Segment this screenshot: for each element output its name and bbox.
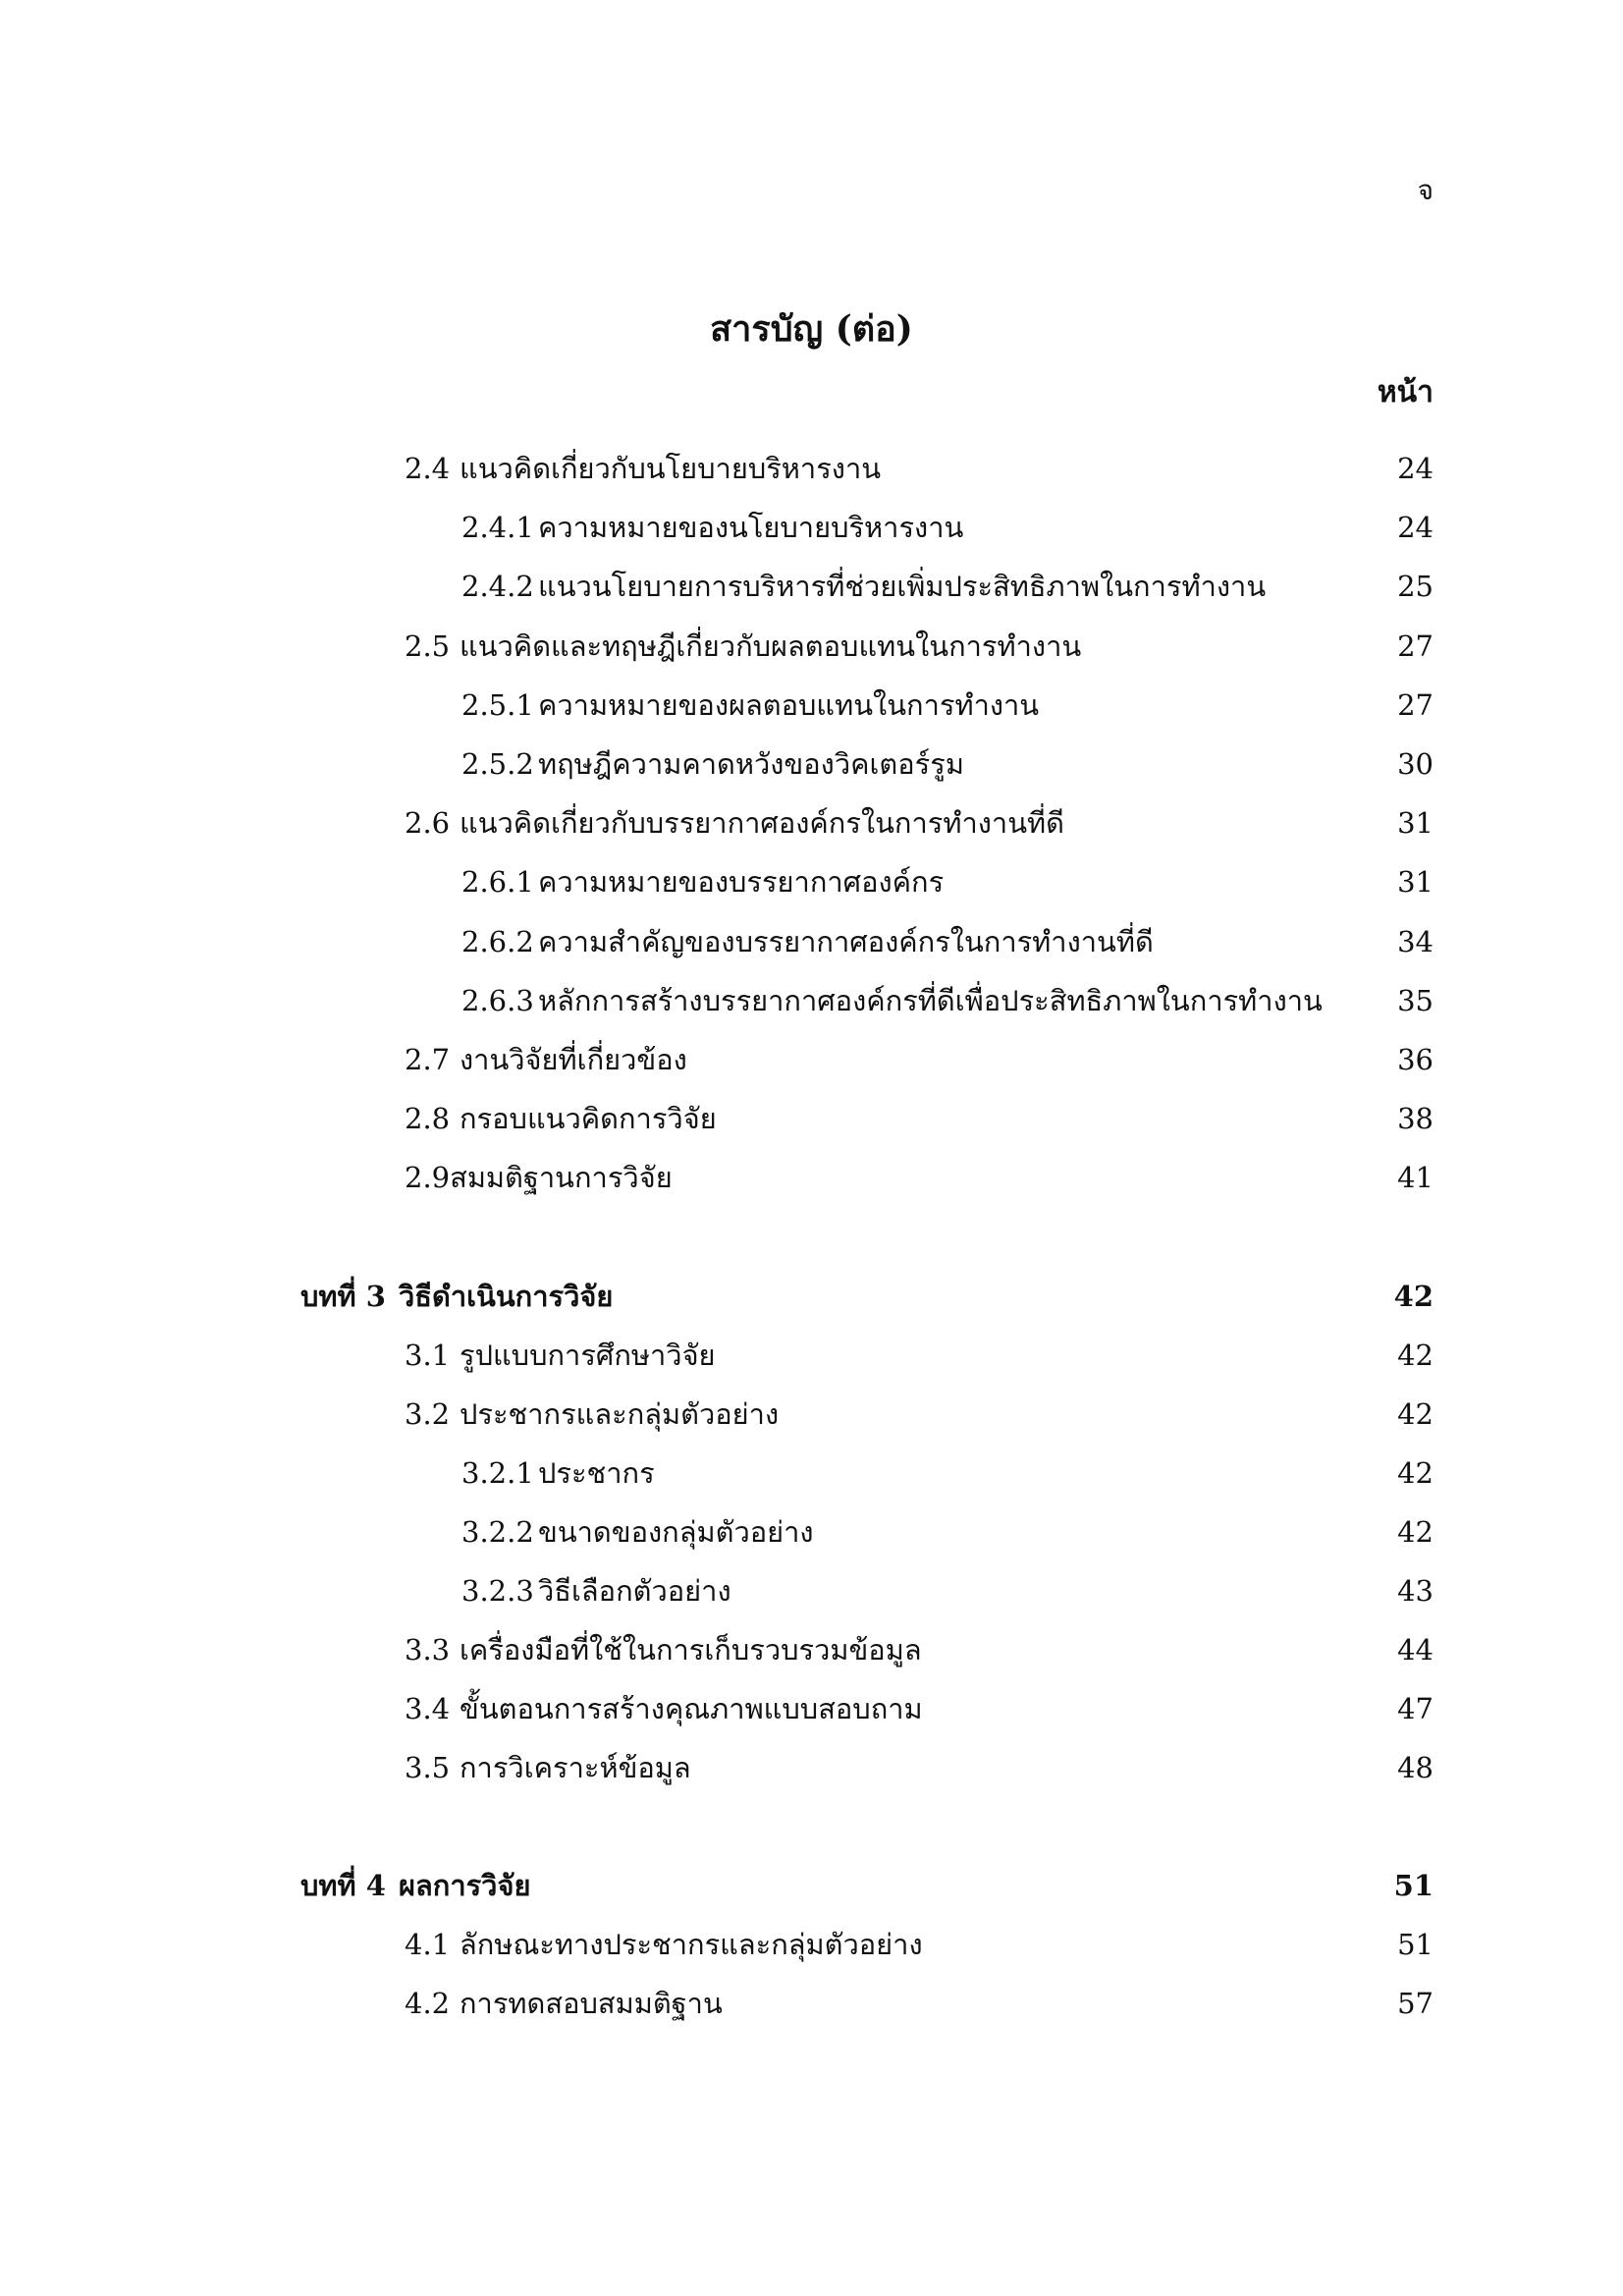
- toc-entry-number: 3.2.3: [461, 1574, 534, 1608]
- toc-entry-title: ความหมายของผลตอบแทนในการทำงาน: [538, 688, 1040, 722]
- toc-chapter-row: [300, 1275, 1434, 1318]
- page-number: จ: [1417, 174, 1434, 206]
- toc-entry-number: 3.2.2: [461, 1515, 534, 1549]
- toc-entry-page: 34: [1397, 925, 1434, 958]
- toc-entry-row: [461, 920, 1434, 963]
- toc-entry-title: แนวนโยบายการบริหารที่ช่วยเพิ่มประสิทธิภาพในการทำงาน: [538, 570, 1267, 603]
- toc-entry-row: [461, 979, 1434, 1022]
- toc-entry-row: [405, 1393, 1434, 1436]
- toc-entry-row: [461, 506, 1434, 549]
- toc-entry-number: 4.1: [405, 1928, 451, 1961]
- toc-entry-page: 47: [1397, 1692, 1434, 1725]
- toc-entry-page: 30: [1397, 747, 1434, 781]
- page-column-label: หน้า: [1377, 375, 1434, 410]
- toc-entry-title: กรอบแนวคิดการวิจัย: [460, 1102, 717, 1135]
- toc-entry-number: บทที่ 4: [300, 1869, 386, 1902]
- toc-entry-row: [461, 1451, 1434, 1495]
- toc-entry-row: [405, 801, 1434, 845]
- toc-entry-row: [405, 625, 1434, 668]
- toc-entry-page: 44: [1397, 1633, 1434, 1667]
- toc-entry-number: 2.8: [405, 1102, 451, 1135]
- toc-entry-number: 2.6.3: [461, 984, 534, 1017]
- toc-entry-title: ผลการวิจัย: [399, 1869, 531, 1902]
- toc-entry-number: 2.4.2: [461, 570, 534, 603]
- toc-entry-number: 2.6.2: [461, 925, 534, 958]
- toc-entry-title: ทฤษฎีความคาดหวังของวิคเตอร์รูม: [538, 747, 964, 781]
- toc-entry-number: 2.4.1: [461, 511, 534, 544]
- toc-entry-number: 2.5.1: [461, 688, 534, 722]
- toc-entry-row: [461, 860, 1434, 903]
- toc-entry-page: 27: [1397, 688, 1434, 722]
- toc-entry-row: [405, 1334, 1434, 1377]
- toc-entry-row: [405, 1746, 1434, 1789]
- toc-entry-title: แนวคิดและทฤษฎีเกี่ยวกับผลตอบแทนในการทำงาน: [460, 629, 1082, 663]
- toc-entry-page: 31: [1397, 865, 1434, 899]
- toc-entry-number: 2.6.1: [461, 865, 534, 899]
- toc-entry-number: 3.2: [405, 1397, 451, 1431]
- toc-entry-page: 51: [1397, 1928, 1434, 1961]
- toc-entry-page: 41: [1397, 1161, 1434, 1194]
- toc-entry-page: 24: [1397, 511, 1434, 544]
- toc-entry-title: การทดสอบสมมติฐาน: [460, 1987, 723, 2020]
- toc-entry-row: [405, 447, 1434, 490]
- toc-entry-number: 3.3: [405, 1633, 451, 1667]
- page-title: สารบัญ (ต่อ): [710, 308, 913, 350]
- toc-entry-title: เครื่องมือที่ใช้ในการเก็บรวบรวมข้อมูล: [460, 1633, 922, 1667]
- toc-entry-page: 35: [1397, 984, 1434, 1017]
- toc-entry-page: 42: [1397, 1339, 1434, 1372]
- toc-entry-title: งานวิจัยที่เกี่ยวข้อง: [460, 1043, 687, 1076]
- toc-entry-row: [461, 1569, 1434, 1613]
- toc-entry-page: 51: [1393, 1869, 1434, 1902]
- toc-entry-row: [405, 1923, 1434, 1966]
- toc-entry-number: 4.2: [405, 1987, 451, 2020]
- toc-entry-page: 42: [1393, 1280, 1434, 1313]
- toc-entry-page: 38: [1397, 1102, 1434, 1135]
- toc-entry-row: [405, 1687, 1434, 1730]
- toc-entry-page: 42: [1397, 1397, 1434, 1431]
- toc-entry-number: 2.4: [405, 452, 451, 485]
- toc-entry-number: 3.4: [405, 1692, 451, 1725]
- toc-entry-page: 27: [1397, 629, 1434, 663]
- toc-entry-page: 57: [1397, 1987, 1434, 2020]
- toc-entry-title: ประชากร: [538, 1456, 655, 1490]
- toc-entry-title: แนวคิดเกี่ยวกับบรรยากาศองค์กรในการทำงานที่ดี: [460, 806, 1064, 840]
- toc-entry-title: รูปแบบการศึกษาวิจัย: [460, 1339, 716, 1372]
- toc-entry-title: แนวคิดเกี่ยวกับนโยบายบริหารงาน: [460, 452, 882, 485]
- toc-entry-number: 2.7: [405, 1043, 451, 1076]
- toc-entry-row: [405, 1038, 1434, 1081]
- toc-entry-title: วิธีเลือกตัวอย่าง: [538, 1574, 731, 1608]
- toc-entry-title: หลักการสร้างบรรยากาศองค์กรที่ดีเพื่อประสิทธิภาพในการทำงาน: [538, 984, 1323, 1017]
- toc-entry-title: ความหมายของนโยบายบริหารงาน: [538, 511, 964, 544]
- toc-entry-page: 31: [1397, 806, 1434, 840]
- toc-entry-row: [405, 1156, 1434, 1199]
- toc-entry-title: ลักษณะทางประชากรและกลุ่มตัวอย่าง: [460, 1928, 923, 1961]
- toc-entry-page: 24: [1397, 452, 1434, 485]
- toc-entry-page: 42: [1397, 1515, 1434, 1549]
- toc-entry-title: ความหมายของบรรยากาศองค์กร: [538, 865, 945, 899]
- toc-chapter-row: [300, 1864, 1434, 1907]
- toc-entry-title: 2.9สมมติฐานการวิจัย: [405, 1161, 673, 1194]
- toc-entry-number: 3.2.1: [461, 1456, 534, 1490]
- toc-entry-row: [461, 565, 1434, 608]
- toc-entry-row: [405, 1982, 1434, 2025]
- toc-entry-number: 3.1: [405, 1339, 451, 1372]
- toc-entry-page: 42: [1397, 1456, 1434, 1490]
- toc-entry-number: 2.5: [405, 629, 451, 663]
- toc-entry-row: [405, 1097, 1434, 1140]
- toc-entry-number: 3.5: [405, 1751, 451, 1784]
- toc-entry-page: 48: [1397, 1751, 1434, 1784]
- toc-entry-title: การวิเคราะห์ข้อมูล: [460, 1751, 691, 1784]
- toc-entry-number: 2.5.2: [461, 747, 534, 781]
- toc-entry-row: [461, 742, 1434, 786]
- toc-entry-row: [461, 1510, 1434, 1554]
- toc-entry-page: 43: [1397, 1574, 1434, 1608]
- toc-entry-number: บทที่ 3: [300, 1280, 386, 1313]
- toc-entry-page: 36: [1397, 1043, 1434, 1076]
- toc-entry-row: [405, 1628, 1434, 1671]
- toc-entry-number: 2.6: [405, 806, 451, 840]
- toc-entry-title: วิธีดำเนินการวิจัย: [399, 1280, 614, 1313]
- toc-entry-title: ขั้นตอนการสร้างคุณภาพแบบสอบถาม: [460, 1692, 923, 1725]
- toc-entry-title: ขนาดของกลุ่มตัวอย่าง: [538, 1515, 814, 1549]
- toc-entry-page: 25: [1397, 570, 1434, 603]
- toc-entry-title: ประชากรและกลุ่มตัวอย่าง: [460, 1397, 780, 1431]
- toc-entry-title: ความสำคัญของบรรยากาศองค์กรในการทำงานที่ดี: [538, 925, 1154, 958]
- toc-entry-row: [461, 683, 1434, 727]
